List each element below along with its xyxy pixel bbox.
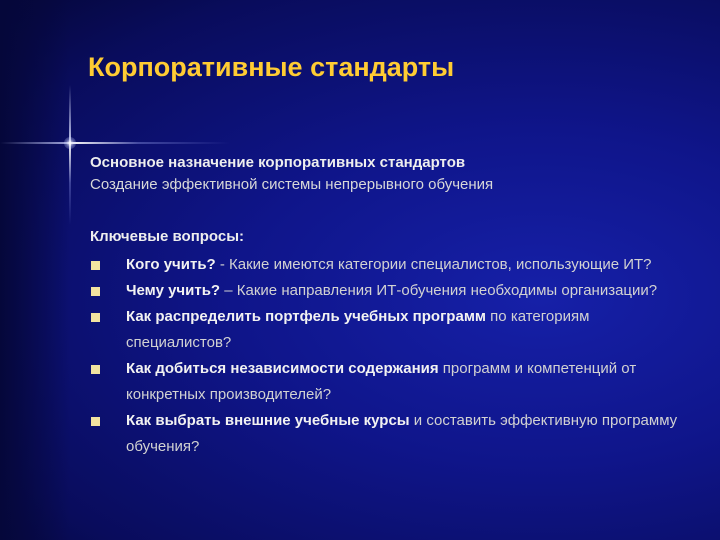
key-questions-label: Ключевые вопросы: xyxy=(90,228,245,245)
questions-list xyxy=(90,252,680,460)
question-bold: Как распределить портфель учебных программ xyxy=(126,308,487,325)
slide-content xyxy=(90,152,680,460)
question-rest: – Какие направления ИТ-обучения необходимы организации? xyxy=(220,282,658,299)
section-text: Создание эффективной системы непрерывного обучения xyxy=(90,176,494,193)
list-item xyxy=(90,408,680,460)
square-bullet-icon xyxy=(91,313,100,322)
square-bullet-icon xyxy=(91,417,100,426)
list-item xyxy=(90,304,680,356)
list-item xyxy=(90,252,680,278)
question-bold: Как выбрать внешние учебные курсы xyxy=(126,412,410,429)
left-shade xyxy=(0,0,70,540)
square-bullet-icon xyxy=(91,365,100,374)
square-bullet-icon xyxy=(91,261,100,270)
question-rest: - Какие имеются категории специалистов, использующие ИТ? xyxy=(215,256,652,273)
section-heading: Основное назначение корпоративных стандартов xyxy=(90,154,466,171)
sparkle-vertical-ray xyxy=(69,85,71,225)
question-rest: программ и компетенций от конкретных производителей? xyxy=(126,360,637,403)
sparkle-horizontal-ray xyxy=(0,142,230,144)
question-rest: по категориям специалистов? xyxy=(126,308,590,351)
question-rest: и составить эффективную программу обучения? xyxy=(126,412,678,455)
question-bold: Как добиться независимости содержания xyxy=(126,360,439,377)
list-item xyxy=(90,356,680,408)
sparkle-star-icon xyxy=(64,137,76,149)
question-bold: Чему учить? xyxy=(126,282,221,299)
list-item xyxy=(90,278,680,304)
slide-title: Корпоративные стандарты xyxy=(88,52,455,82)
square-bullet-icon xyxy=(91,287,100,296)
question-bold: Кого учить? xyxy=(126,256,216,273)
